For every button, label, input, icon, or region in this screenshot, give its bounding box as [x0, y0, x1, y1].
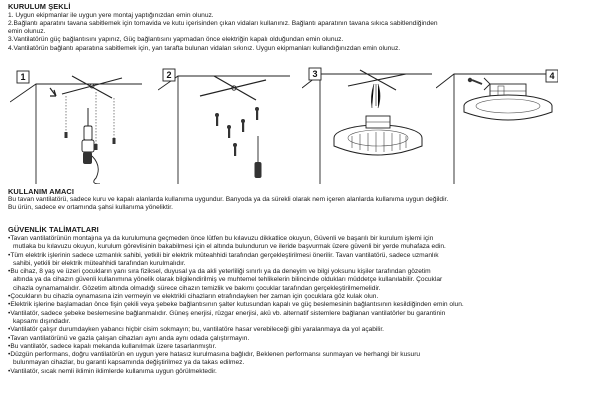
- safety-item-line: mutlaka bu kılavuzu okuyun, kurulum görevlisinin bakabilmesi için el altında bulundurun ve ileride başvurmak üzere güvenli bir yerde muhafaza edin.: [13, 243, 446, 251]
- safety-item: [8, 235, 588, 252]
- step-3-illustration: [302, 66, 432, 184]
- safety-item-line: • Tüm elektrik işlerinin sadece uzmanlık sahibi, yetkili bir elektrik müteahhidi tarafından gerçekleştirilmesi önerilir. Tavan vantilatörü, sadece uzmanlık: [8, 252, 588, 260]
- safety-title: GÜVENLİK TALİMATLARI: [8, 225, 99, 234]
- screws-icon: [215, 107, 259, 156]
- safety-item: [8, 326, 588, 334]
- step-2-figure: [158, 66, 290, 184]
- safety-item-line: • Vantilatör, sadece şebeke beslemesine bağlanmalıdır. Güneş enerjisi, rüzgar enerjisi, akü vb. alternatif sistemlere bağlanan vantilatörler bu garantinin: [8, 310, 588, 318]
- install-figures: [10, 66, 558, 184]
- safety-item: [8, 310, 588, 327]
- step-4-illustration: [436, 66, 558, 184]
- step-1-number: 1: [20, 72, 26, 82]
- step-1-figure: [10, 66, 142, 184]
- step-3-figure: [302, 66, 432, 184]
- safety-list: [8, 235, 588, 376]
- safety-item-line: bulunmayan cihazlar, bu garanti kapsamında değiştirilmez ya da takas edilmez.: [13, 359, 245, 367]
- install-line: 1. Uygun ekipmanlar ile uygun yere montaj yaptığınızdan emin olunuz.: [8, 11, 214, 19]
- safety-item: [8, 268, 588, 293]
- safety-item: [8, 293, 588, 301]
- step-4-figure: [436, 66, 558, 184]
- fan-icon: [334, 116, 422, 155]
- safety-item: [8, 301, 588, 309]
- safety-item-line: • Vantilatör, sıcak nemli iklimin iklimlerde kullanıma uygun görülmektedir.: [8, 368, 588, 376]
- install-line: emin olunuz.: [8, 28, 46, 36]
- step-4-number: 4: [549, 71, 555, 81]
- safety-item: [8, 252, 588, 269]
- step-2-number: 2: [166, 70, 172, 80]
- arrow-icon: [50, 88, 56, 96]
- step-1-illustration: [10, 66, 142, 184]
- safety-item-line: • Vantilatör çalışır durumdayken yabancı hiçbir cisim sokmayın; bu, vantilatöre hasar verebileceği gibi yaralanmaya da yol açabilir.: [8, 326, 588, 334]
- bracket-icon: [348, 70, 406, 90]
- usage-line: Bu ürün, sadece ev ortamında şahsi kullanıma yöneliktir.: [8, 204, 173, 212]
- usage-line: Bu tavan vantilatörü, sadece kuru ve kapalı alanlarda kullanıma uygundur. Banyoda ya da sürekli olarak nem içeren alanlarda kullanıma uygun değildir.: [8, 196, 449, 203]
- install-section: [8, 2, 588, 53]
- screwdriver-icon: [255, 136, 262, 178]
- safety-item-line: kapsamı dışındadır.: [13, 317, 71, 325]
- safety-item: [8, 343, 588, 351]
- install-line: 2.Bağlantı aparatını tavana sabitlemek için tornavida ve kutu içerisinden çıkan vidaları kullanınız. Bağlantı aparatının tavana sıkıca sabitlendiğinden: [8, 19, 438, 27]
- safety-item-line: • Tavan vantilatörünün montajına ya da kurulumuna geçmeden önce lütfen bu kılavuzu dikkatlice okuyun, Güvenli ve başarılı bir kurulum işlemi için: [8, 235, 588, 243]
- safety-item-line: • Bu cihaz, 8 yaş ve üzeri çocukların yanı sıra fiziksel, duyusal ya da akli yeterliliği sınırlı ya da deneyim ve bilgi yoksunu kişiler tarafından gözetim: [8, 268, 588, 276]
- fan-icon: [464, 84, 552, 120]
- screw-icon: [468, 78, 490, 90]
- bracket-icon: [62, 76, 122, 98]
- safety-item: [8, 351, 588, 368]
- safety-item-line: cihazla oynamamalıdır. Gözetim altında olmadığı sürece cihazın temizlik ve bakımı çocuklar tarafından gerçekleştirilmemelidir.: [13, 284, 381, 292]
- safety-item-line: • Elektrik işlerine başlamadan önce fişin çekili veya şebeke bağlantısının şalter kutusundan kapalı ve güç beslemesinin bağlantısının kesildiğinden emin olun.: [8, 301, 588, 309]
- safety-section: [8, 225, 588, 376]
- safety-item-line: altında ya da cihazın güvenli kullanımına yönelik olarak bilgilendirilmiş ve muhtemel tehlikelerin bilincinde oldukları müddetçe kullanılabilir. Çocuklar: [13, 276, 443, 284]
- install-title: KURULUM ŞEKLİ: [8, 2, 71, 11]
- safety-item-line: • Çocukların bu cihazla oynamasına izin vermeyin ve elektrikli cihazların etrafındayken her zaman için çocuklara göz kulak olun.: [8, 293, 588, 301]
- install-line: 4.Vantilatörün bağlantı aparatına sabitlemek için, yan tarafta bulunan vidaları sıkınız. Uygun ekipmanları kullandığınızdan emin olunuz.: [8, 44, 401, 52]
- usage-title: KULLANIM AMACI: [8, 187, 74, 196]
- safety-item: [8, 335, 588, 343]
- safety-item-line: • Düzgün performans, doğru vantilatörün en uygun yere hatasız kurulmasına bağlıdır, Beklenen performansı sunmayan ve herhangi bir kusuru: [8, 351, 588, 359]
- install-line: 3.Vantilatörün güç bağlantısını yapınız, Güç bağlantısını yapmadan önce elektriğin kapalı olduğundan emin olunuz.: [8, 36, 344, 44]
- safety-item: [8, 368, 588, 376]
- step-2-illustration: [158, 66, 290, 184]
- usage-section: [8, 187, 588, 213]
- safety-item-line: • Bu vantilatör, sadece kapalı mekanda kullanılmak üzere tasarlanmıştır.: [8, 343, 588, 351]
- step-3-number: 3: [312, 69, 318, 79]
- safety-item-line: sahibi, yetkili bir elektrik müteahhidi tarafından kurulmalıdır.: [13, 259, 186, 267]
- safety-item-line: • Tavan vantilatörünü ve gazla çalışan cihazları aynı anda aynı odada çalıştırmayın.: [8, 335, 588, 343]
- bracket-icon: [200, 76, 266, 100]
